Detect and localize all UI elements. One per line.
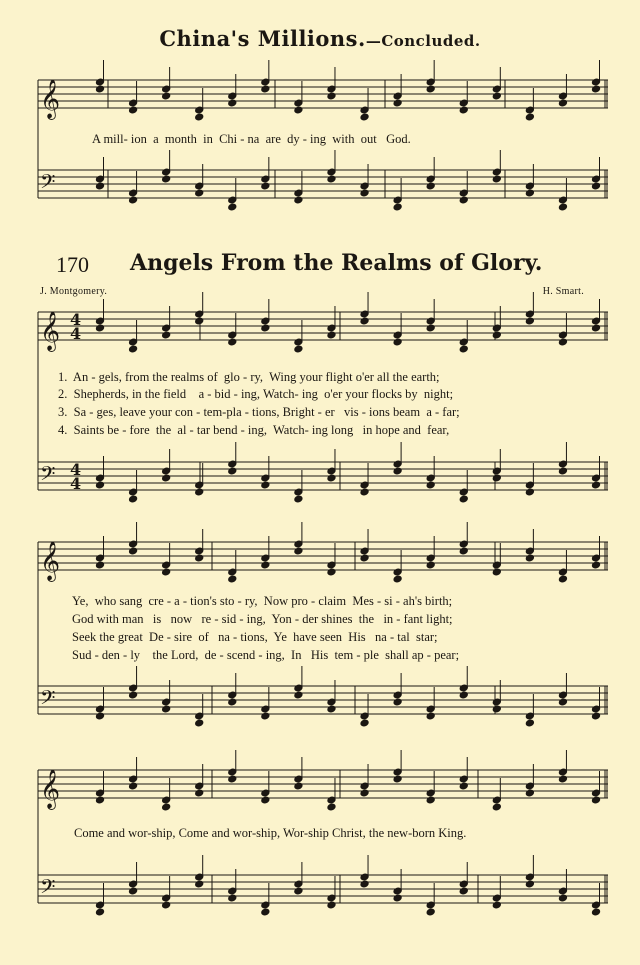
notehead: [162, 92, 171, 100]
notehead: [294, 547, 303, 555]
notehead: [459, 782, 468, 790]
notehead: [162, 705, 171, 713]
refrain-line: Come and wor-ship, Come and wor-ship, Wor-ship Christ, the new-born King.: [74, 826, 467, 840]
notehead: [591, 182, 600, 190]
notehead: [558, 99, 567, 107]
notehead: [459, 106, 468, 114]
bass-clef-icon: 𝄢: [40, 875, 56, 903]
notehead: [492, 92, 501, 100]
notehead: [591, 796, 600, 804]
notehead: [393, 894, 402, 902]
notehead: [95, 85, 104, 93]
notehead: [558, 698, 567, 706]
bass-clef-icon: 𝄢: [40, 686, 56, 714]
verse-3-line-1: 3. Sa - ges, leave your con - tem-pla - tions, Bright - er vis - ions beam a - far;: [58, 405, 460, 419]
notehead: [426, 908, 435, 916]
notehead: [195, 189, 204, 197]
notehead: [459, 495, 468, 503]
notehead: [558, 467, 567, 475]
notehead: [393, 698, 402, 706]
notehead: [360, 554, 369, 562]
notehead: [591, 324, 600, 332]
notehead: [360, 113, 369, 121]
verse-4-line-2: Sud - den - ly the Lord, de - scend - ing, In His tem - ple shall ap - pear;: [72, 648, 460, 662]
notehead: [558, 575, 567, 583]
notehead: [294, 887, 303, 895]
notehead: [558, 338, 567, 346]
notehead: [459, 547, 468, 555]
notehead: [327, 331, 336, 339]
notehead: [426, 85, 435, 93]
notehead: [129, 782, 138, 790]
notehead: [261, 712, 270, 720]
notehead: [162, 568, 171, 576]
notehead: [195, 317, 204, 325]
notehead: [129, 887, 138, 895]
notehead: [591, 561, 600, 569]
notehead: [162, 175, 171, 183]
notehead: [195, 113, 204, 121]
notehead: [558, 203, 567, 211]
notehead: [327, 92, 336, 100]
notehead: [492, 175, 501, 183]
time-signature: 4: [70, 460, 82, 479]
notehead: [393, 203, 402, 211]
notehead: [294, 345, 303, 353]
notehead: [228, 894, 237, 902]
hymn-composer: H. Smart.: [542, 286, 584, 297]
notehead: [525, 719, 534, 727]
notehead: [459, 196, 468, 204]
treble-clef-icon: 𝄞: [40, 769, 61, 809]
notehead: [558, 775, 567, 783]
notehead: [195, 880, 204, 888]
notehead: [393, 775, 402, 783]
time-signature: 4: [70, 474, 82, 493]
treble-clef-icon: 𝄞: [40, 311, 61, 351]
bass-clef-icon: 𝄢: [40, 170, 56, 198]
continuation-title-suffix: —Concluded.: [365, 32, 481, 50]
notehead: [360, 719, 369, 727]
notehead: [525, 189, 534, 197]
notehead: [129, 547, 138, 555]
notehead: [492, 474, 501, 482]
hymn-number: 170: [56, 252, 89, 277]
time-signature: 4: [70, 324, 82, 343]
verse-1-line-2: Ye, who sang cre - a - tion's sto - ry, Now pro - claim Mes - si - ah's birth;: [72, 594, 453, 608]
notehead: [591, 85, 600, 93]
verse-4-line-1: 4. Saints be - fore the al - tar bend - ing, Watch- ing long in hope and fear,: [58, 423, 450, 437]
notehead: [95, 182, 104, 190]
notehead: [228, 575, 237, 583]
notehead: [459, 691, 468, 699]
verse-2-line-2: God with man is now re - sid - ing, Yon - der shines the in - fant light;: [72, 612, 453, 626]
notehead: [327, 901, 336, 909]
treble-clef-icon: 𝄞: [40, 79, 61, 119]
notehead: [492, 901, 501, 909]
notehead: [195, 488, 204, 496]
notehead: [525, 880, 534, 888]
notehead: [294, 495, 303, 503]
notehead: [162, 331, 171, 339]
notehead: [162, 474, 171, 482]
notehead: [294, 196, 303, 204]
notehead: [426, 481, 435, 489]
notehead: [195, 789, 204, 797]
notehead: [492, 331, 501, 339]
hymn-author: J. Montgomery.: [40, 286, 108, 297]
china-lyric-line: A mill- ion a month in Chi - na are dy - ing with out God.: [92, 132, 411, 146]
notehead: [129, 196, 138, 204]
notehead: [129, 495, 138, 503]
notehead: [393, 575, 402, 583]
notehead: [492, 803, 501, 811]
notehead: [492, 568, 501, 576]
notehead: [591, 908, 600, 916]
notehead: [525, 488, 534, 496]
notehead: [393, 467, 402, 475]
notehead: [228, 698, 237, 706]
notehead: [360, 317, 369, 325]
notehead: [129, 345, 138, 353]
notehead: [195, 554, 204, 562]
notehead: [261, 182, 270, 190]
notehead: [129, 106, 138, 114]
notehead: [360, 880, 369, 888]
notehead: [294, 782, 303, 790]
notehead: [261, 796, 270, 804]
notehead: [525, 113, 534, 121]
treble-clef-icon: 𝄞: [40, 541, 61, 581]
verse-2-line-1: 2. Shepherds, in the field a - bid - ing, Watch- ing o'er your flocks by night;: [58, 387, 454, 401]
notehead: [525, 789, 534, 797]
notehead: [228, 467, 237, 475]
notehead: [591, 481, 600, 489]
notehead: [228, 775, 237, 783]
notehead: [393, 99, 402, 107]
notehead: [95, 712, 104, 720]
notehead: [327, 474, 336, 482]
notehead: [195, 719, 204, 727]
notehead: [327, 705, 336, 713]
notehead: [261, 908, 270, 916]
notehead: [294, 106, 303, 114]
notehead: [591, 712, 600, 720]
notehead: [129, 691, 138, 699]
notehead: [459, 887, 468, 895]
notehead: [426, 324, 435, 332]
notehead: [393, 338, 402, 346]
continuation-title-main: China's Millions.: [159, 26, 366, 51]
notehead: [162, 901, 171, 909]
notehead: [95, 324, 104, 332]
notehead: [327, 568, 336, 576]
notehead: [327, 803, 336, 811]
notehead: [261, 85, 270, 93]
bass-clef-icon: 𝄢: [40, 462, 56, 490]
notehead: [426, 561, 435, 569]
notehead: [228, 203, 237, 211]
notehead: [525, 317, 534, 325]
verse-1-line-1: 1. An - gels, from the realms of glo - ry, Wing your flight o'er all the earth;: [58, 370, 440, 384]
notehead: [327, 175, 336, 183]
notehead: [426, 796, 435, 804]
verse-3-line-2: Seek the great De - sire of na - tions, Ye have seen His na - tal star;: [72, 630, 438, 644]
notehead: [294, 691, 303, 699]
notehead: [261, 324, 270, 332]
notehead: [228, 338, 237, 346]
notehead: [95, 561, 104, 569]
notehead: [459, 345, 468, 353]
hymn-title: Angels From the Realms of Glory.: [130, 250, 543, 276]
notehead: [95, 908, 104, 916]
notehead: [162, 803, 171, 811]
time-signature: 4: [70, 310, 82, 329]
notehead: [426, 712, 435, 720]
notehead: [360, 789, 369, 797]
notehead: [261, 481, 270, 489]
notehead: [558, 894, 567, 902]
notehead: [492, 705, 501, 713]
notehead: [360, 189, 369, 197]
notehead: [261, 561, 270, 569]
notehead: [426, 182, 435, 190]
notehead: [525, 554, 534, 562]
notehead: [95, 796, 104, 804]
notehead: [95, 481, 104, 489]
notehead: [360, 488, 369, 496]
notehead: [228, 99, 237, 107]
